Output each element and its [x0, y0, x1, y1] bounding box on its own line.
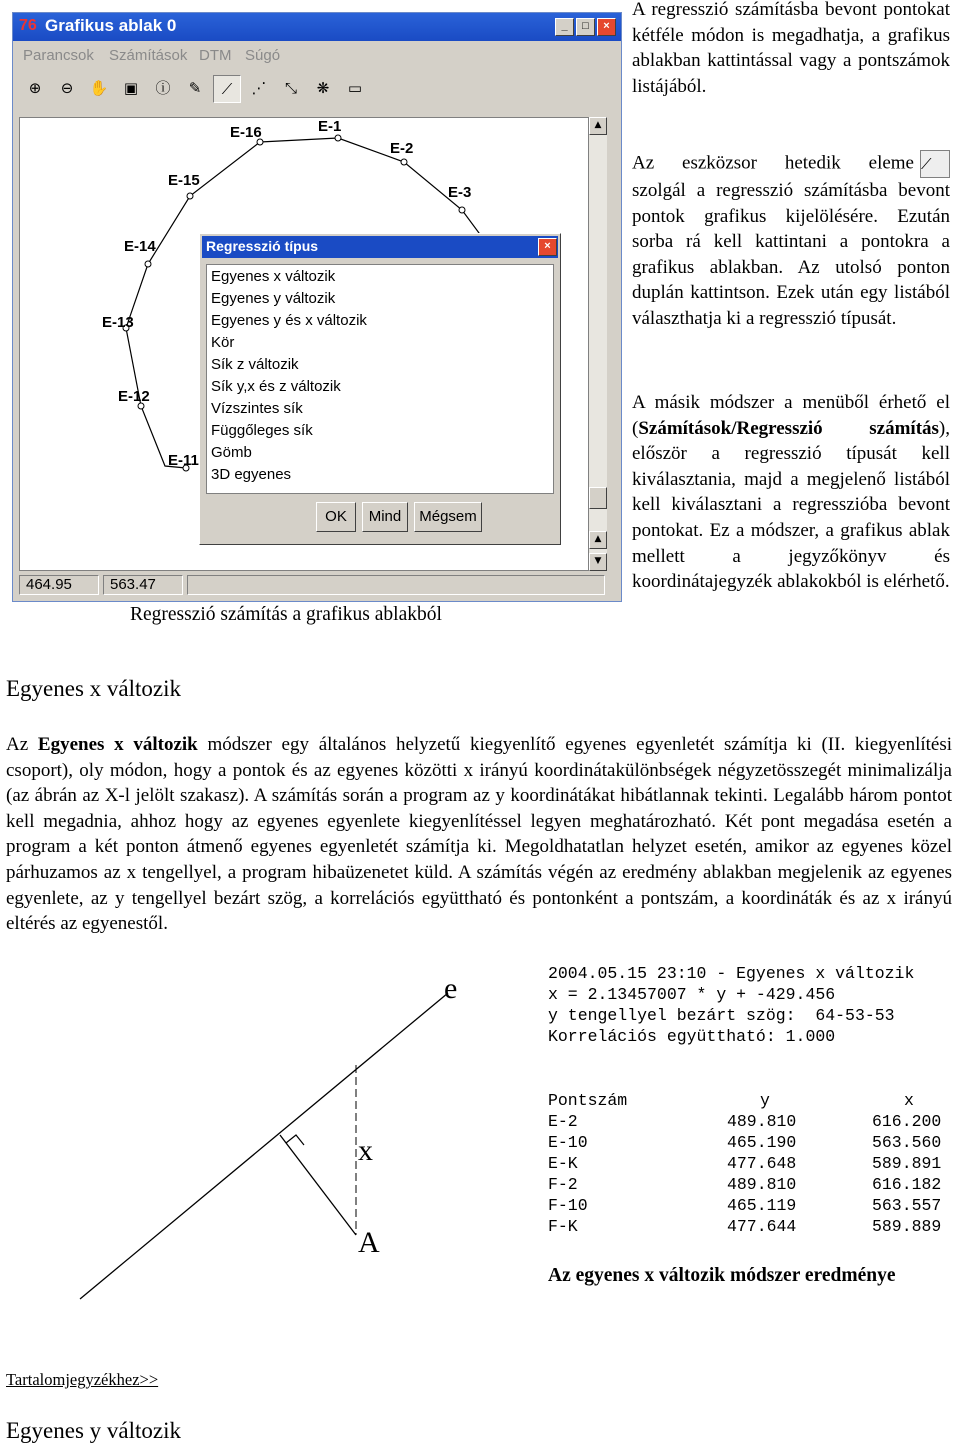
method-paragraph	[6, 732, 952, 937]
table-cell: F-2	[548, 1175, 578, 1194]
table-cell: 589.891	[872, 1154, 942, 1173]
status-empty	[187, 575, 605, 595]
table-cell: 563.557	[872, 1196, 942, 1215]
toolbar-paragraph-lead: Az eszközsor hetedik eleme	[632, 152, 914, 174]
result-line: y tengellyel bezárt szög: 64-53-53	[548, 1006, 895, 1025]
app-icon: 76	[19, 17, 37, 34]
rectangle-icon[interactable]: ▭	[347, 79, 363, 97]
label-x: x	[358, 1134, 373, 1167]
section-heading: Egyenes y változik	[6, 1418, 182, 1443]
dialog-close-icon[interactable]: ×	[538, 238, 557, 256]
regression-icon: ⟋	[920, 150, 950, 178]
point-label: E-16	[230, 124, 262, 141]
toc-link[interactable]: Tartalomjegyzékhez>>	[6, 1370, 159, 1389]
table-cell: 465.119	[727, 1196, 797, 1215]
table-cell: 489.810	[727, 1175, 797, 1194]
table-cell: E-2	[548, 1112, 578, 1131]
result-line: 2004.05.15 23:10 - Egyenes x változik	[548, 964, 915, 983]
result-line: Korrelációs együttható: 1.000	[548, 1027, 836, 1046]
regression-icon[interactable]: ⟋	[213, 75, 241, 103]
close-icon[interactable]: ×	[597, 18, 616, 36]
table-cell: 616.182	[872, 1175, 942, 1194]
table-header-point: Pontszám	[548, 1091, 628, 1110]
minimize-icon[interactable]: _	[555, 18, 574, 36]
point-label: E-14	[124, 238, 156, 255]
list-item[interactable]: Függőleges sík	[211, 422, 313, 439]
result-line: x = 2.13457007 * y + -429.456	[548, 985, 836, 1004]
point-label: E-2	[390, 140, 414, 157]
method-text: módszer egy általános helyzetű kiegyenlítő egyenes egyenletét számítja ki (II. kiegyenlítési csoport), oly módon, hogy a pontok és az egyenes közötti x irányú koordinátakülönbségek négyzetösszegét minimalizálja (az ábrán az X-l jelölt szakasz). A számítás során a program az y koordinátákat hibátlannak tekinti. Legalább három pontot kell megadnia, ahhoz hogy az egyenes egyenlete kiegyenlítéssel legyen meghatározható. Két pont megadása esetén a program a két ponton átmenő egyenes egyenletét számítja ki. Megoldhatatlan helyzet esetén, amikor az egyenes közel párhuzamos az x tengellyel, a program hibaüzenetet küld. A számítás végén az eredmény ablakban megjelenik az egyenes egyenlete, az y tengellyel bezárt szög, a korrelációs együttható és pontonként a pontszám, a koordináták és az x irányú eltérés az egyenestől.	[6, 734, 953, 935]
table-cell: 477.644	[727, 1217, 797, 1236]
maximize-icon[interactable]: □	[576, 18, 595, 36]
table-cell: 465.190	[727, 1133, 797, 1152]
label-A: A	[358, 1226, 380, 1259]
toolbar	[13, 75, 621, 109]
table-cell: F-K	[548, 1217, 578, 1236]
method-text: Az	[6, 734, 38, 755]
menu-paragraph-text: ), először a regresszió típusát kell kiválasztania, majd a megjelenő listából kell kiválasztani a regresszióba bevont pontokat. Ez a módszer, a grafikus ablak mellett a jegyzőkönyv és koordinátajegyzék ablakokból is elérhető.	[632, 417, 950, 593]
draw-icon[interactable]: ✎	[188, 79, 202, 97]
menu-paragraph-text: A másik módszer a menüből érhető el (	[632, 392, 950, 439]
table-cell: 616.200	[872, 1112, 942, 1131]
list-item[interactable]: Kör	[211, 334, 235, 351]
regression-type-list	[206, 264, 554, 494]
info-icon[interactable]: ⓘ	[155, 79, 171, 97]
point-label: E-3	[448, 184, 472, 201]
point-label: E-1	[318, 118, 342, 135]
table-cell: 589.889	[872, 1217, 942, 1236]
window-titlebar[interactable]	[13, 13, 621, 41]
zoom-window-icon[interactable]: ▣	[123, 79, 139, 97]
pan-hand-icon[interactable]: ✋	[89, 79, 109, 97]
zoom-in-icon[interactable]: ⊕	[28, 79, 42, 97]
point-label: E-12	[118, 388, 150, 405]
list-item[interactable]: Gömb	[211, 444, 252, 461]
table-cell: E-K	[548, 1154, 578, 1173]
list-item[interactable]: Egyenes x változik	[211, 268, 336, 285]
window-caption: Regresszió számítás a grafikus ablakból	[130, 604, 442, 625]
list-item[interactable]: 3D egyenes	[211, 466, 292, 483]
regression-type-dialog	[199, 233, 561, 545]
fit-icon[interactable]: ⤡	[284, 79, 297, 97]
menu-paragraph	[632, 390, 950, 595]
point-label: E-11	[168, 452, 199, 469]
list-item[interactable]: Vízszintes sík	[211, 400, 303, 417]
table-header-y: y	[760, 1091, 770, 1110]
menu-szamitasok[interactable]: Számítások	[109, 47, 188, 64]
select-icon[interactable]: ⋰	[251, 79, 267, 97]
toolbar-paragraph-rest: szolgál a regresszió számításba bevont pontok grafikus kijelölésére. Ezután sorba rá kell kattintani a pontokra a grafikus ablakban. Az utolsó ponton duplán kattintson. Ezek után egy listából választhatja ki a regresszió típusát.	[632, 180, 950, 329]
point-label: E-13	[102, 314, 134, 331]
menu-bar	[13, 43, 621, 67]
scroll-up-icon[interactable]: ▲	[589, 117, 607, 135]
menu-sugo[interactable]: Súgó	[245, 47, 281, 64]
dialog-titlebar[interactable]	[202, 236, 558, 258]
cancel-button[interactable]: Mégsem	[414, 502, 482, 532]
intro-paragraph: A regresszió számításba bevont pontokat kétféle módon is megadhatja, a grafikus ablakban kattintással vagy a pontszámok listájából.	[632, 0, 950, 97]
scroll-thumb[interactable]	[589, 487, 607, 509]
layers-icon[interactable]: ❋	[316, 79, 330, 97]
regression-figure	[60, 975, 480, 1305]
status-y: 563.47	[103, 575, 183, 595]
table-cell: E-10	[548, 1133, 588, 1152]
list-item[interactable]: Sík z változik	[211, 356, 299, 373]
status-bar	[19, 573, 609, 597]
list-item[interactable]: Egyenes y változik	[211, 290, 336, 307]
label-e: e	[444, 972, 458, 1005]
window-title: Grafikus ablak 0	[45, 16, 177, 35]
zoom-out-icon[interactable]: ⊖	[60, 79, 74, 97]
table-cell: 489.810	[727, 1112, 797, 1131]
list-item[interactable]: Sík y,x és z változik	[211, 378, 341, 395]
scroll-down-icon[interactable]: ▼	[589, 553, 607, 571]
method-name: Egyenes x változik	[37, 734, 198, 755]
menu-path: Számítások/Regresszió számítás	[638, 417, 939, 439]
result-caption: Az egyenes x változik módszer eredménye	[548, 1265, 896, 1286]
menu-parancsok[interactable]: Parancsok	[23, 47, 94, 64]
scroll-up-icon[interactable]: ▲	[589, 531, 607, 549]
table-cell: F-10	[548, 1196, 588, 1215]
dialog-title: Regresszió típus	[206, 238, 319, 254]
graphics-window	[12, 12, 622, 602]
perpendicular	[280, 1135, 356, 1235]
table-cell: 477.648	[727, 1154, 797, 1173]
toolbar-paragraph	[632, 150, 950, 332]
section-heading: Egyenes x változik	[6, 676, 182, 701]
all-button[interactable]: Mind	[362, 502, 408, 532]
table-cell: 563.560	[872, 1133, 942, 1152]
table-header-x: x	[904, 1091, 914, 1110]
status-x: 464.95	[19, 575, 99, 595]
menu-dtm[interactable]: DTM	[199, 47, 232, 64]
ok-button[interactable]: OK	[316, 502, 356, 532]
point-label: E-15	[168, 172, 200, 189]
right-angle-mark	[286, 1135, 304, 1145]
line-e	[80, 993, 448, 1299]
vertical-scrollbar[interactable]	[589, 117, 607, 571]
list-item[interactable]: Egyenes y és x változik	[211, 312, 367, 329]
